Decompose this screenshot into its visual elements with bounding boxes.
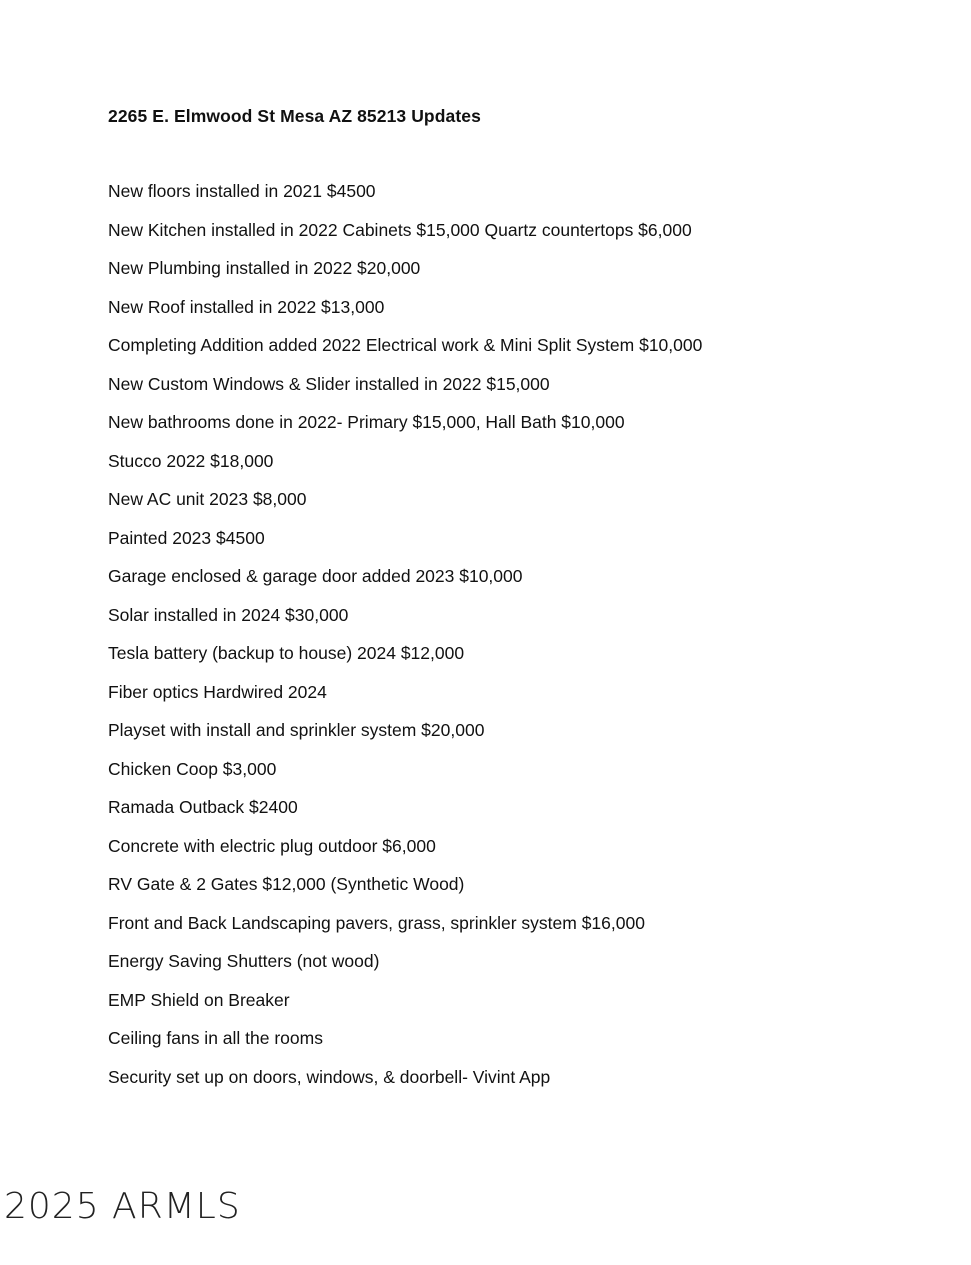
list-item: Concrete with electric plug outdoor $6,000 <box>108 835 436 856</box>
list-item: Chicken Coop $3,000 <box>108 758 277 779</box>
list-item: Tesla battery (backup to house) 2024 $12,000 <box>108 643 465 663</box>
list-item: EMP Shield on Breaker <box>108 989 290 1010</box>
list-item: New Custom Windows & Slider installed in 2022 $15,000 <box>108 373 550 394</box>
list-item: New AC unit 2023 $8,000 <box>108 489 307 509</box>
list-item: Completing Addition added 2022 Electrical work & Mini Split System $10,000 <box>108 335 703 355</box>
list-item: Energy Saving Shutters (not wood) <box>108 951 380 971</box>
list-item: RV Gate & 2 Gates $12,000 (Synthetic Wood) <box>108 874 465 894</box>
list-item: New Plumbing installed in 2022 $20,000 <box>108 258 421 278</box>
list-item: Painted 2023 $4500 <box>108 527 265 548</box>
updates-list <box>108 180 702 1104</box>
list-item: Front and Back Landscaping pavers, grass, sprinkler system $16,000 <box>108 912 645 933</box>
list-item: Stucco 2022 $18,000 <box>108 450 274 471</box>
document-title: 2265 E. Elmwood St Mesa AZ 85213 Updates <box>108 106 481 126</box>
list-item: New bathrooms done in 2022- Primary $15,000, Hall Bath $10,000 <box>108 412 625 432</box>
list-item: New floors installed in 2021 $4500 <box>108 181 376 201</box>
list-item: Ramada Outback $2400 <box>108 797 298 817</box>
list-item: New Kitchen installed in 2022 Cabinets $15,000 Quartz countertops $6,000 <box>108 219 692 240</box>
list-item: Solar installed in 2024 $30,000 <box>108 604 349 625</box>
list-item: Playset with install and sprinkler system $20,000 <box>108 720 485 740</box>
armls-watermark: 2025 ARMLS <box>4 1186 241 1227</box>
list-item: Security set up on doors, windows, & doorbell- Vivint App <box>108 1066 551 1087</box>
list-item: Ceiling fans in all the rooms <box>108 1028 323 1048</box>
list-item: New Roof installed in 2022 $13,000 <box>108 296 385 317</box>
list-item: Fiber optics Hardwired 2024 <box>108 681 327 702</box>
list-item: Garage enclosed & garage door added 2023 $10,000 <box>108 566 523 586</box>
